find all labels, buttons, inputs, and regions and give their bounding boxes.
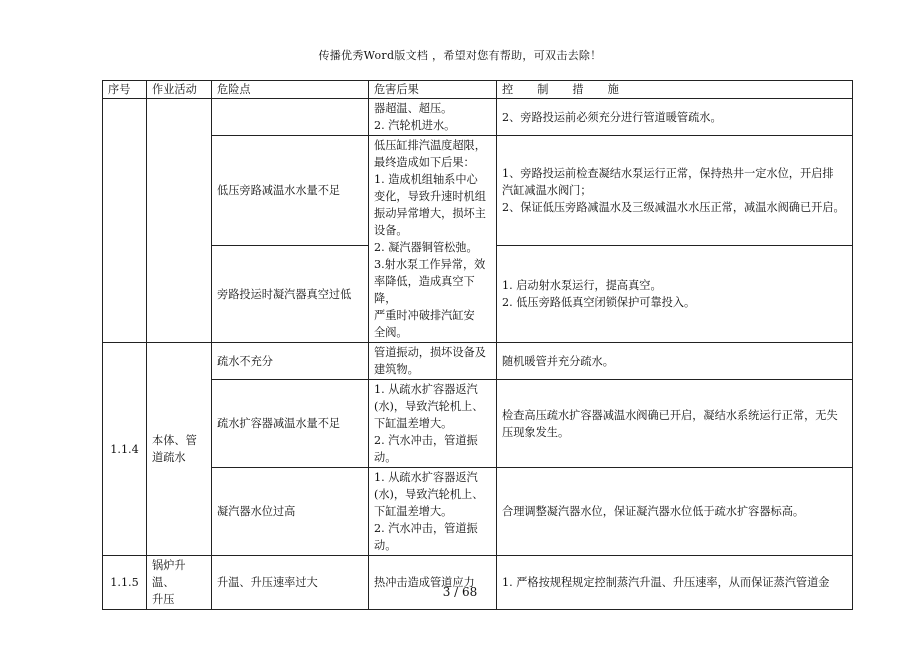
table-row: [103, 136, 853, 246]
header-consequence: 危害后果: [369, 81, 497, 99]
text-line: 动。: [374, 539, 397, 552]
text-line: 动。: [374, 451, 397, 464]
consequence-cell: [369, 99, 497, 136]
measure-cell: 合理调整凝汽器水位，保证凝汽器水位低于疏水扩容器标高。: [497, 468, 853, 556]
text-line: 1. 启动射水泵运行，提高真空。: [502, 279, 662, 293]
table-row: [103, 556, 853, 610]
measure-cell: 随机暖管并充分疏水。: [497, 343, 853, 380]
consequence-cell: [369, 468, 497, 556]
page-header-note: 传播优秀Word版文档 ，希望对您有帮助，可双击去除！: [318, 49, 602, 62]
table-header-row: [103, 81, 853, 99]
text-line: 管道振动，损坏设备及: [374, 346, 486, 359]
text-line: 2. 凝汽器铜管松弛。: [374, 241, 478, 254]
text-line: (水)，导致汽轮机上、: [374, 488, 484, 501]
hazard-cell: 升温、升压速率过大: [212, 556, 369, 610]
measure-cell: 2、旁路投运前必须充分进行管道暖管疏水。: [497, 99, 853, 136]
measure-cell: 1. 严格按规程规定控制蒸汽升温、升压速率，从而保证蒸汽管道金: [497, 556, 853, 610]
text-line: 压现象发生。: [502, 425, 570, 439]
hazard-cell: 疏水扩容器减温水量不足: [212, 380, 369, 468]
consequence-cell: 热冲击造成管道应力: [369, 556, 497, 610]
text-line: 下缸温差增大。: [374, 505, 453, 518]
measure-cell: [497, 246, 853, 343]
text-line: 2、保证低压旁路减温水及三级减温水水压正常，减温水阀确已开启。: [502, 201, 845, 215]
hazard-cell: 凝汽器水位过高: [212, 468, 369, 556]
table-row: [103, 380, 853, 468]
risk-control-table: [102, 80, 853, 610]
table-row: [103, 99, 853, 136]
consequence-cell: [369, 136, 497, 343]
measure-cell: [497, 136, 853, 246]
text-line: 设备。: [374, 224, 408, 237]
text-line: 1. 从疏水扩容器返汽: [374, 471, 478, 484]
activity-cell-empty: [147, 99, 212, 343]
text-line: 1、旁路投运前检查凝结水泵运行正常，保持热井一定水位，开启排: [502, 167, 834, 181]
hazard-cell: 低压旁路减温水水量不足: [212, 136, 369, 246]
hazard-cell: 旁路投运时凝汽器真空过低: [212, 246, 369, 343]
text-line: 振动异常增大，损坏主: [374, 207, 486, 220]
table-row: [103, 343, 853, 380]
no-cell-empty: [103, 99, 147, 343]
consequence-cell: [369, 343, 497, 380]
text-line: (水)，导致汽轮机上、: [374, 400, 484, 413]
header-no: 序号: [103, 81, 147, 99]
page-number: 3 / 68: [442, 585, 478, 599]
text-line: 3.射水泵工作异常，效: [374, 258, 486, 271]
text-line: 建筑物。: [374, 363, 419, 376]
text-line: 检查高压疏水扩容器减温水阀确已开启，凝结水系统运行正常，无失: [502, 408, 838, 422]
text-line: 严重时冲破排汽缸安: [374, 309, 475, 322]
text-line: 器超温、超压。: [374, 102, 453, 115]
measure-cell: [497, 380, 853, 468]
activity-cell: 本体、管道疏水: [147, 343, 212, 556]
text-line: 低压缸排汽温度超限，: [374, 139, 486, 152]
text-line: 全阀。: [374, 326, 408, 339]
text-line: 汽缸减温水阀门；: [502, 184, 592, 198]
text-line: 1. 造成机组轴系中心: [374, 173, 478, 186]
hazard-cell: 疏水不充分: [212, 343, 369, 380]
text-line: 2. 汽水冲击，管道振: [374, 522, 478, 535]
no-cell: 1.1.5: [103, 556, 147, 610]
text-line: 最终造成如下后果：: [374, 156, 475, 169]
text-line: 锅炉升温、: [152, 559, 186, 589]
consequence-cell: [369, 380, 497, 468]
table-row: [103, 468, 853, 556]
hazard-cell-empty: [212, 99, 369, 136]
text-line: 1. 从疏水扩容器返汽: [374, 383, 478, 396]
text-line: 升压: [152, 593, 175, 606]
text-line: 2. 汽水冲击，管道振: [374, 434, 478, 447]
activity-cell: [147, 556, 212, 610]
text-line: 下缸温差增大。: [374, 417, 453, 430]
text-line: 2. 汽轮机进水。: [374, 119, 456, 132]
header-measure: 控制措施: [497, 81, 853, 99]
text-line: 变化，导致升速时机组: [374, 190, 486, 203]
header-activity: 作业活动: [147, 81, 212, 99]
text-line: 2. 低压旁路低真空闭锁保护可靠投入。: [502, 296, 696, 310]
no-cell: 1.1.4: [103, 343, 147, 556]
text-line: 率降低，造成真空下降，: [374, 275, 475, 305]
header-hazard: 危险点: [212, 81, 369, 99]
